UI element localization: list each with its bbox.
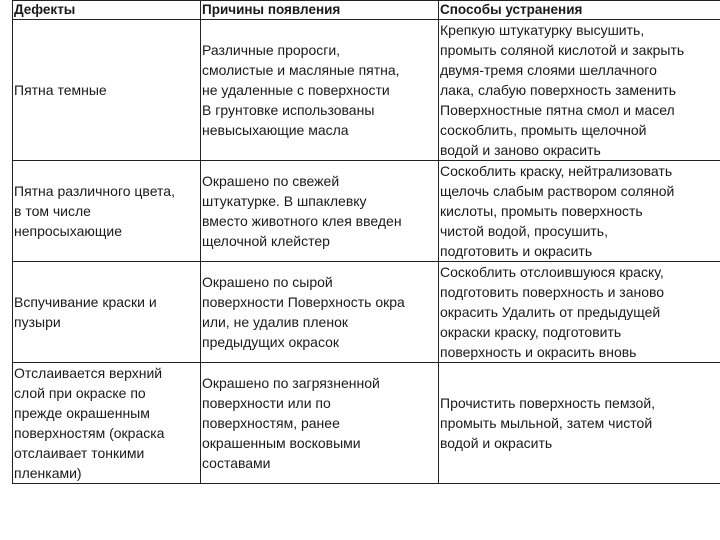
defect-text: Отслаивается верхний слой при окраске по прежде окрашенным поверхностям (окраска отслаивает тонкими пленками) <box>14 365 165 481</box>
table-row <box>13 161 720 262</box>
cause-cell <box>201 262 439 363</box>
defects-table <box>12 0 720 484</box>
remedy-cell <box>439 262 720 363</box>
cause-cell <box>201 20 439 161</box>
cause-cell <box>201 161 439 262</box>
defect-text: Вспучивание краски и пузыри <box>14 294 157 330</box>
table-row <box>13 262 720 363</box>
remedy-text: Крепкую штукатурку высушить, промыть соляной кислотой и закрыть двумя-тремя слоями шеллачного лака, слабую поверхность заменить Поверхностные пятна смол и масел соскоблить, промыть щелочной водой и заново окрасить <box>440 22 685 158</box>
table-row <box>13 20 720 161</box>
remedy-text: Соскоблить отслоившуюся краску, подготовить поверхность и заново окрасить Удалить от предыдущей окраски краску, подготовить поверхность и окрасить вновь <box>440 264 665 360</box>
cause-cell <box>201 363 439 484</box>
defect-cell <box>13 363 201 484</box>
defect-cell <box>13 262 201 363</box>
defect-cell <box>13 161 201 262</box>
header-remedies: Способы устранения <box>439 1 720 20</box>
cause-text: Окрашено по свежей штукатурке. В шпаклевку вместо животного клея введен щелочной клейстер <box>202 173 402 249</box>
table-header-row <box>13 1 720 20</box>
defect-text: Пятна различного цвета, в том числе непросыхающие <box>14 183 175 239</box>
header-defects: Дефекты <box>13 1 201 20</box>
remedy-text: Соскоблить краску, нейтрализовать щелочь слабым раствором соляной кислоты, промыть поверхность чистой водой, просушить, подготовить и окрасить <box>440 163 675 259</box>
cause-text: Различные проросги, смолистые и масляные пятна, не удаленные с поверхности В грунтовке использованы невысыхающие масла <box>202 42 400 138</box>
remedy-cell <box>439 20 720 161</box>
cause-text: Окрашено по загрязненной поверхности или по поверхностям, ранее окрашенным восковыми составами <box>202 375 380 471</box>
table-row <box>13 363 720 484</box>
defect-cell <box>13 20 201 161</box>
remedy-cell <box>439 161 720 262</box>
header-causes: Причины появления <box>201 1 439 20</box>
remedy-cell <box>439 363 720 484</box>
remedy-text: Прочистить поверхность пемзой, промыть мыльной, затем чистой водой и окрасить <box>440 395 656 451</box>
cause-text: Окрашено по сырой поверхности Поверхность окра или, не удалив пленок предыдущих окрасок <box>202 274 405 350</box>
defect-text: Пятна темные <box>14 82 107 98</box>
